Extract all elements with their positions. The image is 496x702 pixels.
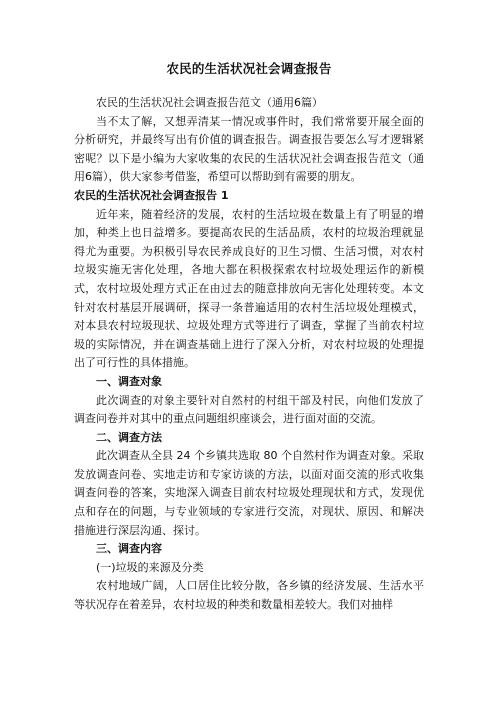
document-title: 农民的生活状况社会调查报告	[166, 61, 332, 76]
intro-paragraph: 当不太了解，又想弄清某一情况或事件时，我们常常要开展全面的分析研究，并最终写出有价值的调查报告。调查报告要怎么写才逻辑紧密呢？以下是小编为大家收集的农民的生活状况社会调查报告范文（通用6篇），供大家参考借鉴，希望可以帮助到有需要的朋友。	[74, 114, 424, 184]
intro-heading: 农民的生活状况社会调查报告范文（通用6篇）	[96, 96, 323, 109]
section-paragraph-methods: 此次调查从全县 24 个乡镇共选取 80 个自然村作为调查对象。采取发放调查问卷、实地走访和专家访谈的方法，以面对面交流的形式收集调查问卷的答案，实地深入调查目前农村垃圾处理现状和方式，发现优点和存在的问题，与专业领域的专家进行交流，对现状、原因、和解决措施进行深层沟通、探讨。	[74, 449, 424, 537]
section-heading-objects: 一、调查对象	[96, 374, 162, 388]
document-page	[74, 58, 424, 615]
section-heading-methods: 二、调查方法	[96, 430, 162, 444]
subsection-heading-sources: (一)垃圾的来源及分类	[96, 560, 204, 574]
section-paragraph-objects: 此次调查的对象主要针对自然村的村组干部及村民，向他们发放了调查问卷并对其中的重点问题组织座谈会，进行面对面的交流。	[74, 393, 424, 426]
article-title: 农民的生活状况社会调查报告 1	[74, 188, 229, 202]
article-paragraph: 近年来，随着经济的发展，农村的生活垃圾在数量上有了明显的增加，种类上也日益增多。要提高农民的生活品质，农村的垃圾治理就显得尤为重要。为积极引导农民养成良好的卫生习惯、生活习惯，对农村垃圾实施无害化处理，各地大都在积极探索农村垃圾处理运作的新模式，农村垃圾处理方式正在由过去的随意排放向无害化处理转变。本文针对农村基层开展调研，探寻一条普遍适用的农村生活垃圾处理模式，对本县农村垃圾现状、垃圾处理方式等进行了调查，掌握了当前农村垃圾的实际情况，并在调查基础上进行了深入分析，对农村垃圾的处理提出了可行性的具体措施。	[74, 207, 424, 370]
subsection-paragraph-sources: 农村地域广阔，人口居住比较分散，各乡镇的经济发展、生活水平等状况存在着差异，农村垃圾的种类和数量相差较大。我们对抽样	[74, 579, 424, 612]
section-heading-content: 三、调查内容	[96, 542, 162, 556]
